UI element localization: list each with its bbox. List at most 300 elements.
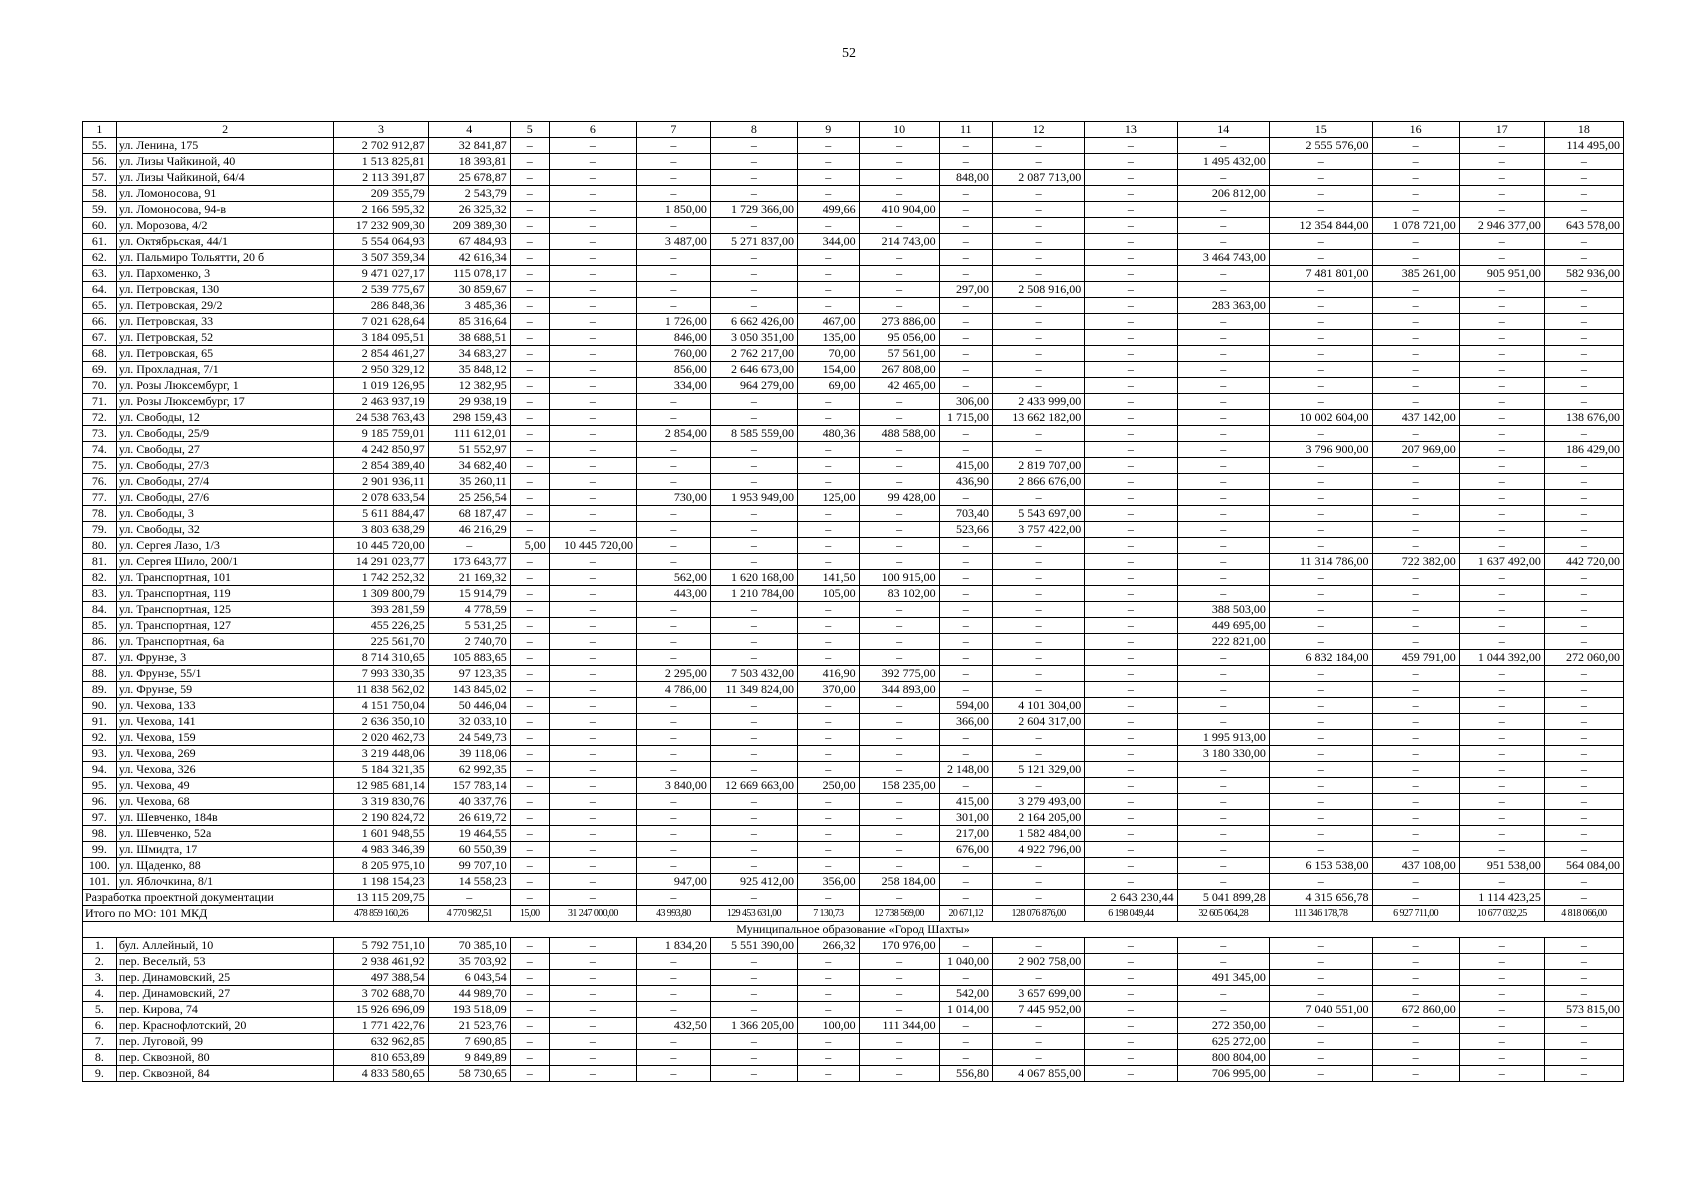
table-cell: 582 936,00 [1544,266,1623,282]
table-cell: – [710,138,797,154]
table-cell: 99 707,10 [428,858,510,874]
table-cell: – [1085,650,1177,666]
table-cell: – [939,234,992,250]
table-cell: – [939,362,992,378]
table-cell: – [1085,394,1177,410]
table-cell: – [1269,938,1372,954]
table-cell: – [1459,410,1544,426]
table-cell: 2 148,00 [939,762,992,778]
table-cell: – [1269,602,1372,618]
table-cell: – [510,730,549,746]
table-cell: – [636,602,710,618]
table-cell: – [510,858,549,874]
table-cell: – [1459,570,1544,586]
table-cell: – [939,570,992,586]
table-cell: – [549,234,636,250]
table-cell: – [510,362,549,378]
table-cell: 6 662 426,00 [710,314,797,330]
table-cell: – [1269,522,1372,538]
table-cell: – [859,170,939,186]
table-cell: 8 585 559,00 [710,426,797,442]
table-cell: бул. Аллейный, 10 [116,938,334,954]
table-cell: – [939,138,992,154]
table-cell: 625 272,00 [1177,1034,1269,1050]
table-cell: – [710,298,797,314]
table-cell: – [1544,1018,1623,1034]
table-cell: – [798,170,860,186]
table-cell: 722 382,00 [1372,554,1459,570]
table-cell: – [710,522,797,538]
table-cell: – [1459,618,1544,634]
table-cell: – [1269,634,1372,650]
table-cell: – [992,346,1084,362]
table-cell: – [939,330,992,346]
table-cell: 10 677 032,25 [1459,906,1544,922]
table-cell: – [1544,634,1623,650]
table-cell: – [710,458,797,474]
table-cell: – [510,266,549,282]
table-cell: – [1544,810,1623,826]
table-cell: 1 198 154,23 [334,874,428,890]
table-row [83,458,1624,474]
table-cell: – [510,394,549,410]
table-cell: – [549,666,636,682]
table-cell: – [1269,778,1372,794]
table-cell: 272 350,00 [1177,1018,1269,1034]
table-cell: – [992,250,1084,266]
table-cell: ул. Розы Люксембург, 17 [116,394,334,410]
table-cell: – [1372,954,1459,970]
table-cell: – [1085,458,1177,474]
table-cell: – [1544,1034,1623,1050]
table-cell: – [636,282,710,298]
table-cell: – [1459,362,1544,378]
table-cell: 3 180 330,00 [1177,746,1269,762]
table-cell: 5 543 697,00 [992,506,1084,522]
table-cell: 267 808,00 [859,362,939,378]
table-cell: 66. [83,314,117,330]
table-cell: – [1085,762,1177,778]
table-cell: – [1544,986,1623,1002]
table-cell: – [939,186,992,202]
table-cell: – [1085,746,1177,762]
table-cell: ул. Шмидта, 17 [116,842,334,858]
table-cell: – [549,506,636,522]
table-cell: 32 841,87 [428,138,510,154]
table-cell: – [992,1034,1084,1050]
table-cell: – [992,570,1084,586]
table-cell: 491 345,00 [1177,970,1269,986]
table-cell: 15 [1269,122,1372,138]
table-cell: 730,00 [636,490,710,506]
table-cell: 2 646 673,00 [710,362,797,378]
table-cell: 6 043,54 [428,970,510,986]
table-cell: 562,00 [636,570,710,586]
table-cell: – [1372,602,1459,618]
table-cell: 1 114 423,25 [1459,890,1544,906]
table-row [83,346,1624,362]
table-cell: 2 854,00 [636,426,710,442]
table-cell: – [859,458,939,474]
table-cell: 1 742 252,32 [334,570,428,586]
table-cell: – [859,730,939,746]
table-cell: – [710,266,797,282]
table-cell: 26 325,32 [428,202,510,218]
table-cell: – [939,250,992,266]
table-cell: – [710,1066,797,1082]
table-cell: ул. Чехова, 68 [116,794,334,810]
table-cell: – [549,522,636,538]
table-cell: – [859,1002,939,1018]
table-cell: – [549,698,636,714]
table-cell: – [710,474,797,490]
table-cell: – [992,314,1084,330]
table-row [83,650,1624,666]
table-cell: 11 349 824,00 [710,682,797,698]
table-row [83,490,1624,506]
table-cell: – [710,506,797,522]
table-cell: 42 465,00 [859,378,939,394]
table-cell: – [549,490,636,506]
table-cell: 16 [1372,122,1459,138]
table-cell: – [1544,938,1623,954]
table-cell: – [1269,714,1372,730]
table-cell: ул. Свободы, 27/3 [116,458,334,474]
table-cell: 79. [83,522,117,538]
table-cell: ул. Пархоменко, 3 [116,266,334,282]
table-cell: 50 446,04 [428,698,510,714]
table-cell: – [1459,698,1544,714]
table-cell: – [1085,730,1177,746]
table-cell: ул. Свободы, 27/6 [116,490,334,506]
table-cell: – [1544,170,1623,186]
table-cell: – [549,618,636,634]
table-cell: – [1544,602,1623,618]
table-cell: 366,00 [939,714,992,730]
table-cell: – [1269,970,1372,986]
table-cell: 344,00 [798,234,860,250]
table-cell: – [992,426,1084,442]
table-cell: 143 845,02 [428,682,510,698]
table-cell: – [939,634,992,650]
table-cell: – [510,426,549,442]
table-cell: 25 678,87 [428,170,510,186]
table-cell: 8. [83,1050,117,1066]
table-row [83,810,1624,826]
table-cell: – [1085,538,1177,554]
table-cell: 1 309 800,79 [334,586,428,602]
table-cell: 4. [83,986,117,1002]
table-cell: – [549,778,636,794]
table-cell: – [549,730,636,746]
table-cell: 5 611 884,47 [334,506,428,522]
table-cell: 2 636 350,10 [334,714,428,730]
table-cell: 21 523,76 [428,1018,510,1034]
table-cell: 964 279,00 [710,378,797,394]
table-cell: – [1459,826,1544,842]
total-row [83,906,1624,922]
table-cell: – [549,346,636,362]
table-row [83,698,1624,714]
table-cell: 7 445 952,00 [992,1002,1084,1018]
table-cell: 283 363,00 [1177,298,1269,314]
table-cell: – [710,730,797,746]
table-cell: 564 084,00 [1544,858,1623,874]
table-cell: – [1177,474,1269,490]
table-cell: ул. Чехова, 269 [116,746,334,762]
table-cell: 7 130,73 [798,906,860,922]
table-cell: – [549,266,636,282]
table-cell: 91. [83,714,117,730]
table-cell: – [1177,490,1269,506]
table-cell: – [1085,474,1177,490]
table-cell: – [549,154,636,170]
table-cell: – [1459,234,1544,250]
table-cell: ул. Петровская, 65 [116,346,334,362]
table-cell: 95 056,00 [859,330,939,346]
table-cell: – [510,874,549,890]
design-documentation-row [83,890,1624,906]
table-cell: – [939,490,992,506]
table-cell: 925 412,00 [710,874,797,890]
table-cell: – [510,346,549,362]
table-cell: – [549,474,636,490]
table-cell: – [798,538,860,554]
table-cell: – [1372,586,1459,602]
table-cell: ул. Свободы, 25/9 [116,426,334,442]
table-cell: – [549,186,636,202]
table-cell: – [636,714,710,730]
table-cell: – [1177,202,1269,218]
table-cell: – [939,266,992,282]
table-cell: – [939,426,992,442]
table-cell: – [636,1002,710,1018]
table-cell: ул. Шевченко, 52а [116,826,334,842]
table-cell: – [859,298,939,314]
table-cell: – [1269,1018,1372,1034]
table-cell: 1 715,00 [939,410,992,426]
table-cell: – [859,1034,939,1050]
table-cell: 19 464,55 [428,826,510,842]
table-cell: 25 256,54 [428,490,510,506]
table-cell: – [636,986,710,1002]
table-cell: – [510,506,549,522]
table-cell: – [1177,442,1269,458]
table-cell: 6. [83,1018,117,1034]
table-cell: 573 815,00 [1544,1002,1623,1018]
table-cell: – [1085,1018,1177,1034]
table-cell: 3 279 493,00 [992,794,1084,810]
table-cell: – [1544,570,1623,586]
table-cell: 1 040,00 [939,954,992,970]
table-cell: 7 021 628,64 [334,314,428,330]
table-cell: 388 503,00 [1177,602,1269,618]
table-cell: – [1269,186,1372,202]
table-cell: – [1177,666,1269,682]
table-cell: – [510,746,549,762]
table-cell: – [1085,378,1177,394]
table-cell: – [1269,394,1372,410]
section-heading-row [83,922,1624,938]
table-cell: 5 531,25 [428,618,510,634]
table-cell: 344 893,00 [859,682,939,698]
table-cell: 3. [83,970,117,986]
table-cell: – [636,250,710,266]
table-cell: – [939,378,992,394]
table-row [83,1018,1624,1034]
table-cell: ул. Шевченко, 184в [116,810,334,826]
table-cell: – [798,842,860,858]
table-cell: 2 902 758,00 [992,954,1084,970]
table-cell: – [1544,730,1623,746]
table-cell: 70. [83,378,117,394]
table-cell: – [510,490,549,506]
table-cell: 83 102,00 [859,586,939,602]
table-cell: – [939,538,992,554]
table-cell: – [1372,698,1459,714]
table-cell: – [939,682,992,698]
table-cell: 2 819 707,00 [992,458,1084,474]
table-cell: 856,00 [636,362,710,378]
table-cell: 5 271 837,00 [710,234,797,250]
table-row [83,186,1624,202]
table-cell: 3 487,00 [636,234,710,250]
table-cell: 951 538,00 [1459,858,1544,874]
table-cell: 9 471 027,17 [334,266,428,282]
table-cell: ул. Сергея Шило, 200/1 [116,554,334,570]
table-cell: – [510,1034,549,1050]
table-cell: – [1372,186,1459,202]
table-cell: – [1372,362,1459,378]
table-cell: 4 922 796,00 [992,842,1084,858]
table-cell: – [1372,458,1459,474]
table-cell: – [992,202,1084,218]
table-cell: 1. [83,938,117,954]
table-cell: – [510,186,549,202]
table-row [83,1050,1624,1066]
table-row [83,282,1624,298]
table-cell: 51 552,97 [428,442,510,458]
table-cell: – [992,362,1084,378]
table-cell: ул. Ломоносова, 94-в [116,202,334,218]
table-cell: – [636,170,710,186]
table-cell: 62 992,35 [428,762,510,778]
table-cell: 4 786,00 [636,682,710,698]
table-cell: пер. Краснофлотский, 20 [116,1018,334,1034]
table-row [83,1034,1624,1050]
table-cell: – [798,746,860,762]
table-cell: 2 020 462,73 [334,730,428,746]
table-cell: – [1459,522,1544,538]
table-cell: – [549,970,636,986]
table-cell: 100 915,00 [859,570,939,586]
table-cell: – [636,650,710,666]
table-cell: – [549,394,636,410]
table-cell: – [1372,986,1459,1002]
table-cell: – [1177,714,1269,730]
table-cell: 7 503 432,00 [710,666,797,682]
table-cell: – [1269,682,1372,698]
table-cell: – [992,890,1084,906]
table-cell: – [636,810,710,826]
table-cell: 480,36 [798,426,860,442]
table-cell: ул. Свободы, 32 [116,522,334,538]
table-cell: – [1372,666,1459,682]
table-cell: 67 484,93 [428,234,510,250]
table-cell: – [549,858,636,874]
table-cell: – [798,1034,860,1050]
table-cell: – [939,1050,992,1066]
table-row [83,314,1624,330]
table-cell: – [1544,874,1623,890]
table-cell: – [549,458,636,474]
table-cell: – [1085,586,1177,602]
data-table [82,121,1624,1082]
table-cell: – [549,714,636,730]
table-cell: 73. [83,426,117,442]
table-cell: – [1085,426,1177,442]
table-cell: – [1177,586,1269,602]
table-cell: – [1177,986,1269,1002]
table-cell: 93. [83,746,117,762]
table-cell: – [549,330,636,346]
table-cell: – [1372,682,1459,698]
table-cell: 7 690,85 [428,1034,510,1050]
table-cell: – [1269,426,1372,442]
table-cell: 297,00 [939,282,992,298]
table-cell: – [859,746,939,762]
table-cell: – [636,730,710,746]
table-cell: – [1269,538,1372,554]
table-cell: – [1269,314,1372,330]
table-cell: – [1177,346,1269,362]
table-cell: – [1269,618,1372,634]
table-cell: – [1269,794,1372,810]
table-cell: ул. Петровская, 33 [116,314,334,330]
table-row [83,234,1624,250]
table-cell: – [636,506,710,522]
table-cell: 12 [992,122,1084,138]
table-cell: – [510,842,549,858]
table-cell: ул. Лизы Чайкиной, 40 [116,154,334,170]
table-cell: – [1544,794,1623,810]
table-cell: 2 555 576,00 [1269,138,1372,154]
table-cell: 846,00 [636,330,710,346]
table-cell: – [992,266,1084,282]
table-cell: 99. [83,842,117,858]
table-cell: 3 840,00 [636,778,710,794]
table-cell: 170 976,00 [859,938,939,954]
table-cell: – [1085,554,1177,570]
table-cell: – [1459,442,1544,458]
table-cell: – [1459,986,1544,1002]
table-cell: – [859,138,939,154]
table-cell: 111 346 178,78 [1269,906,1372,922]
table-cell: – [1085,186,1177,202]
table-cell: 542,00 [939,986,992,1002]
table-cell: – [710,154,797,170]
table-cell: ул. Морозова, 4/2 [116,218,334,234]
table-cell: – [1269,362,1372,378]
table-cell: 1 [83,122,117,138]
table-cell: – [939,442,992,458]
table-cell: 60 550,39 [428,842,510,858]
table-cell: пер. Сквозной, 80 [116,1050,334,1066]
table-cell: – [710,602,797,618]
table-cell: – [510,250,549,266]
table-cell: – [636,474,710,490]
table-cell: 207 969,00 [1372,442,1459,458]
